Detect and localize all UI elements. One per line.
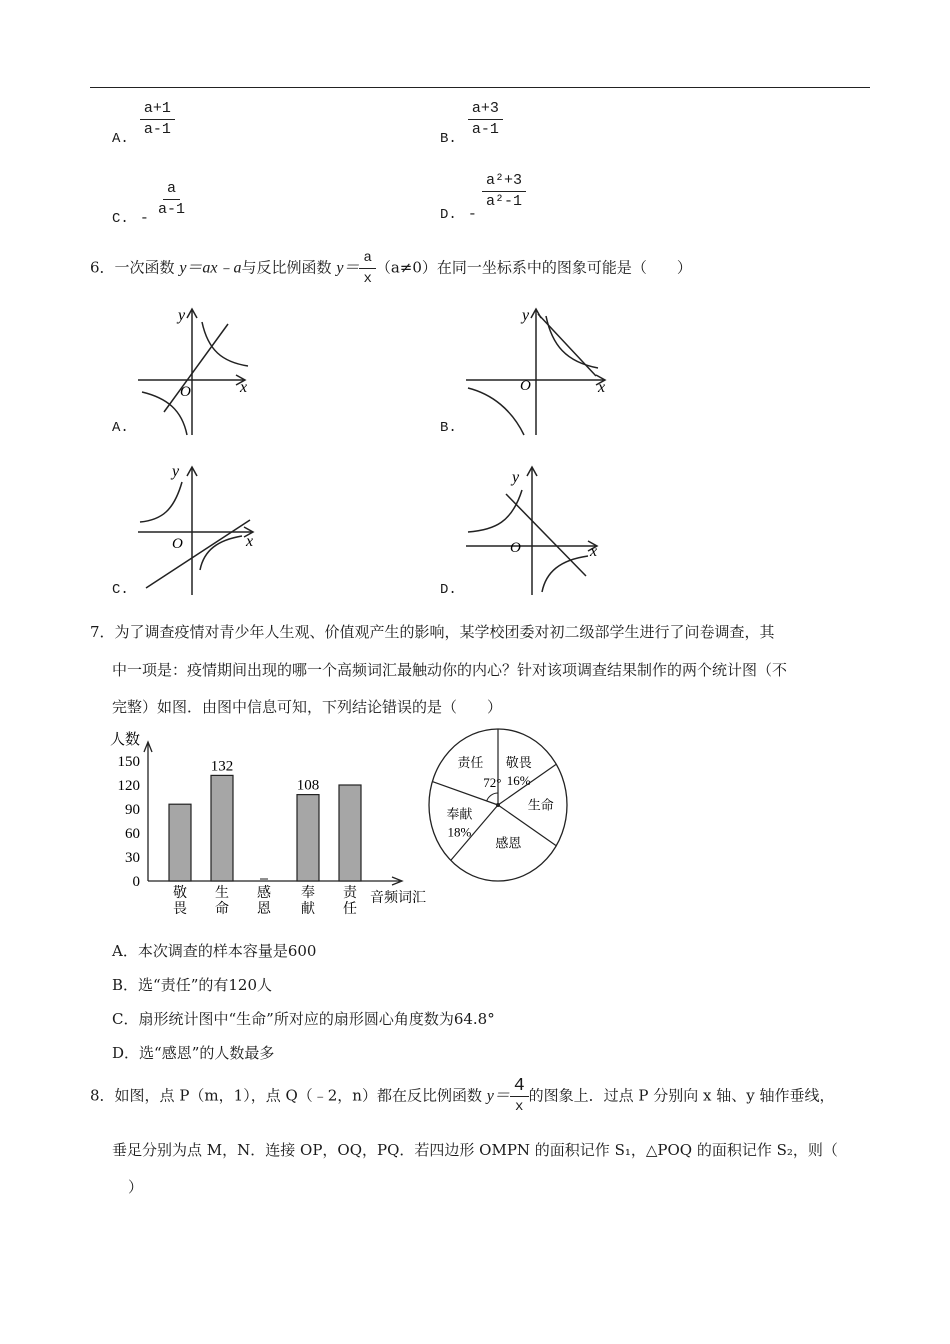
- category-label: 奉献: [301, 885, 315, 917]
- category-label: 责任: [343, 885, 357, 917]
- fraction: $\frac{a+3}{a-1}$: [468, 100, 503, 139]
- q5-option-b[interactable]: B. $\frac{a+3}{a-1}$: [440, 100, 503, 139]
- y-axis-label: y: [178, 307, 186, 324]
- data-label: 132: [210, 758, 234, 775]
- y-axis-label: y: [172, 463, 180, 480]
- q7-line2: 中一项是：疫情期间出现的哪一个高频词汇最触动你的内心？针对该项调查结果制作的两个统计图（不: [112, 661, 788, 679]
- fraction: $\frac{a+1}{a-1}$: [140, 100, 175, 139]
- q7-option-b[interactable]: B．选“责任”的有120人: [112, 976, 272, 994]
- y-tick-label: 30: [125, 850, 140, 866]
- y-tick-label: 120: [117, 778, 140, 794]
- slice-name-奉献: 奉献: [446, 807, 473, 823]
- graph-a: [112, 300, 272, 440]
- q5-option-d[interactable]: D. - $\frac{\text{a²+3}}{\text{a²-1}}$: [440, 172, 526, 211]
- bar-责任: [339, 785, 361, 881]
- q8-line2: 垂足分别为点 M，N．连接 OP，OQ，PQ．若四边形 OMPN 的面积记作 S₁，△POQ 的面积记作 S₂，则（: [112, 1141, 838, 1159]
- q5-option-c[interactable]: C. - $\frac{a}{a-1}$: [112, 180, 189, 219]
- pie-center: [496, 803, 500, 807]
- hyperbola-branch: [200, 536, 242, 570]
- graph-c: [112, 460, 272, 600]
- q6-stem: 6．一次函数 y＝ax﹣a与反比例函数 y＝ $\frac{a}{x}$ （a≠0）在同一坐标系中的图象可能是（ ）: [90, 250, 692, 287]
- bar-生命: [211, 775, 233, 881]
- q5-option-a[interactable]: A. $\frac{a+1}{a-1}$: [112, 100, 175, 139]
- graph-b: [440, 300, 620, 440]
- line-graph: [538, 314, 596, 376]
- q8-line1: 8．如图，点 P（m，1），点 Q（﹣2，n）都在反比例函数 y＝ $\frac{4}{x}$ 的图象上．过点 P 分别向 x 轴、y 轴作垂线，: [90, 1076, 835, 1115]
- y-tick-label: 0: [132, 874, 140, 890]
- pie-chart: [414, 726, 604, 895]
- data-label: 108: [296, 777, 320, 794]
- origin-label: O: [172, 536, 183, 552]
- fraction: $\frac{\text{a²+3}}{\text{a²-1}}$: [482, 172, 526, 211]
- question-number: 8．: [90, 1086, 115, 1105]
- q7-line3: 完整）如图．由图中信息可知，下列结论错误的是（ ）: [112, 698, 503, 716]
- bar-奉献: [297, 795, 319, 881]
- x-axis-label: x: [246, 533, 254, 550]
- y-axis-label: y: [512, 469, 520, 486]
- slice-name-生命: 生命: [527, 798, 554, 814]
- q6-option-d[interactable]: x y O D.: [440, 460, 620, 604]
- q7-option-d[interactable]: D．选“感恩”的人数最多: [112, 1044, 275, 1062]
- hyperbola-branch: [468, 388, 524, 435]
- graph-d: [440, 460, 620, 600]
- category-label: 敬畏: [173, 885, 187, 917]
- category-label: 生命: [215, 885, 229, 917]
- slice-name-感恩: 感恩: [495, 836, 522, 852]
- q7-option-c[interactable]: C．扇形统计图中“生命”所对应的扇形圆心角度数为64.8°: [112, 1010, 495, 1028]
- y-tick-label: 150: [117, 754, 140, 770]
- hyperbola-branch: [542, 556, 588, 592]
- line-graph: [164, 324, 228, 412]
- pie-chart-svg: [414, 726, 604, 891]
- x-axis-label: x: [598, 379, 606, 396]
- q7-line1: 7．为了调查疫情对青少年人生观、价值观产生的影响，某学校团委对初二级部学生进行了问卷调查，其: [90, 623, 775, 641]
- slice-label: 16%: [506, 773, 531, 788]
- slice-label: 18%: [447, 824, 472, 840]
- category-label: 感恩: [257, 885, 271, 917]
- origin-label: O: [510, 540, 521, 556]
- y-axis-label: y: [522, 307, 530, 324]
- question-number: 6．: [90, 258, 115, 277]
- q6-option-c[interactable]: x y O C.: [112, 460, 272, 604]
- y-tick-label: 90: [125, 802, 140, 818]
- hyperbola-branch: [546, 316, 598, 368]
- slice-name-敬畏: 敬畏: [505, 756, 532, 771]
- fraction: $\frac{4}{x}$: [510, 1077, 529, 1116]
- bar-敬畏: [169, 804, 191, 881]
- hyperbola-branch: [140, 482, 182, 522]
- x-axis-label: x: [590, 543, 598, 560]
- fraction: $\frac{a}{x}$: [359, 249, 375, 288]
- q7-option-a[interactable]: A．本次调查的样本容量是600: [112, 942, 317, 960]
- x-axis-title: 音频词汇: [370, 890, 426, 906]
- slice-label: 72°: [483, 775, 502, 790]
- x-axis-label: x: [240, 379, 248, 396]
- origin-label: O: [180, 384, 191, 400]
- slice-name-责任: 责任: [457, 756, 484, 771]
- question-number: 7．: [90, 623, 115, 641]
- q6-option-a[interactable]: x y O A.: [112, 300, 272, 444]
- bar-chart: [100, 728, 430, 927]
- bar-chart-svg: [100, 728, 430, 923]
- fraction: $\frac{a}{a-1}$: [158, 180, 186, 218]
- q8-line3: ）: [128, 1178, 144, 1196]
- line-graph: [506, 494, 586, 576]
- y-axis-title: 人数: [110, 730, 141, 748]
- origin-label: O: [520, 378, 531, 394]
- hyperbola-branch: [468, 490, 522, 532]
- line-graph: [146, 520, 250, 588]
- y-tick-label: 60: [125, 826, 140, 842]
- header-rule: [90, 87, 870, 88]
- q6-option-b[interactable]: x y O B.: [440, 300, 620, 444]
